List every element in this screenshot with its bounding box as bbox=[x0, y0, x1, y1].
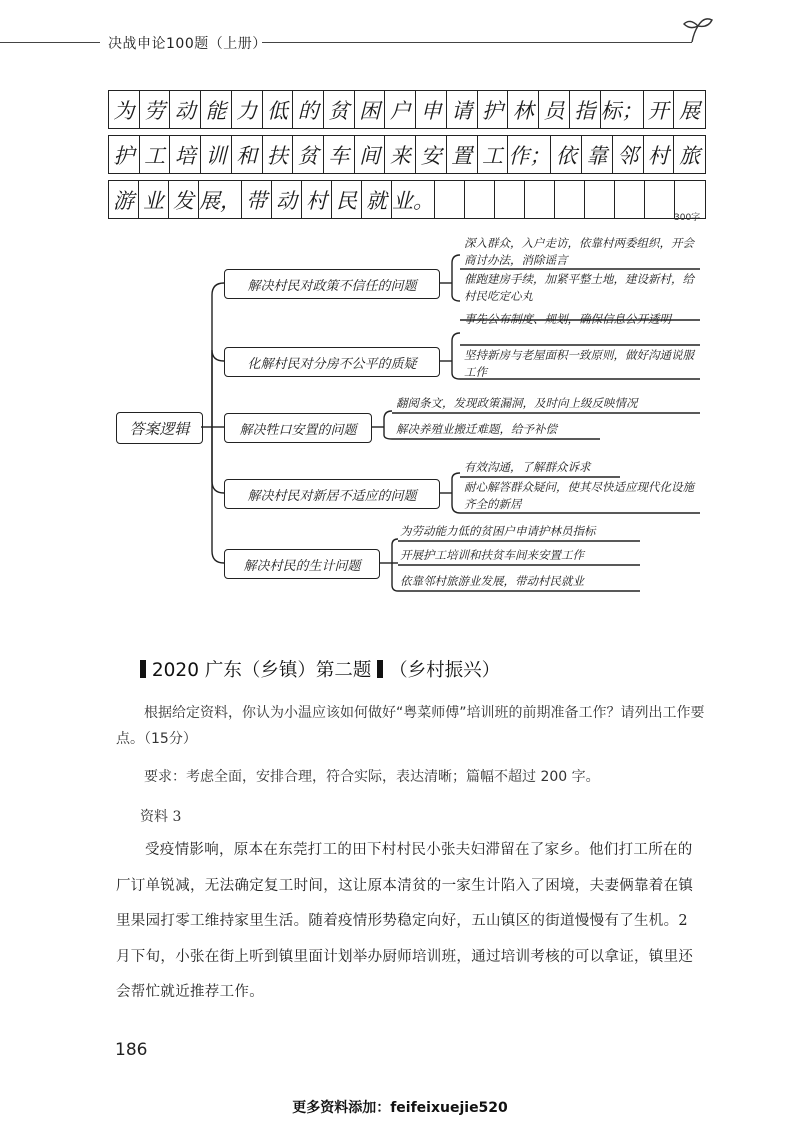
grid-cell: 发 bbox=[169, 181, 199, 218]
grid-cell: 展， bbox=[199, 181, 242, 218]
grid-cell: 员 bbox=[539, 91, 570, 128]
grid-cell: 工 bbox=[478, 136, 509, 173]
grid-cell: 村 bbox=[644, 136, 675, 173]
answer-grid-row-1 bbox=[108, 90, 706, 129]
answer-grid-row-3 bbox=[108, 180, 706, 219]
grid-cell: 展 bbox=[679, 98, 701, 123]
grid-cell: 置 bbox=[447, 136, 478, 173]
requirement-text: 要求：考虑全面，安排合理，符合实际，表达清晰；篇幅不超过 200 字。 bbox=[144, 769, 600, 785]
footer-note bbox=[0, 1097, 800, 1117]
grid-cell: 力 bbox=[232, 91, 263, 128]
grid-cell: 护 bbox=[478, 91, 509, 128]
grid-cell: 就 bbox=[362, 181, 392, 218]
header-rule-right bbox=[262, 42, 692, 43]
mindmap-leaf-3-1: 翻阅条文，发现政策漏洞，及时向上级反映情况 bbox=[396, 396, 638, 410]
grid-cell: 业。 bbox=[392, 181, 435, 218]
book-title: 决战申论100题（上册） bbox=[108, 36, 267, 52]
mindmap-leaf-5-3: 依靠邻村旅游业发展，带动村民就业 bbox=[400, 574, 584, 588]
grid-cell: 靠 bbox=[582, 136, 613, 173]
grid-cell: 护 bbox=[109, 136, 140, 173]
grid-cell: 的 bbox=[293, 91, 324, 128]
mindmap-branch-5: 解决村民的生计问题 bbox=[224, 549, 380, 579]
grid-cell: 邻 bbox=[613, 136, 644, 173]
grid-cell bbox=[465, 181, 495, 218]
grid-cell: 户 bbox=[385, 91, 416, 128]
grid-cell: 开 bbox=[644, 91, 675, 128]
grid-cell: 培 bbox=[170, 136, 201, 173]
grid-cell: 游 bbox=[109, 181, 139, 218]
grid-cell bbox=[495, 181, 525, 218]
grid-cell bbox=[645, 181, 675, 218]
section-title-topic: （乡村振兴） bbox=[389, 660, 501, 681]
page-number: 186 bbox=[115, 1040, 148, 1060]
footer-label: 更多资料添加： bbox=[292, 1100, 391, 1116]
grid-cell: 间 bbox=[355, 136, 386, 173]
material-text: 受疫情影响，原本在东莞打工的田下村村民小张夫妇滞留在了家乡。他们打工所在的厂订单锐减，无法确定复工时间，这让原本清贫的一家生计陷入了困境，夫妻俩靠着在镇里果园打零工维持家里生活。随着疫情形势稳定向好，五山镇区的街道慢慢有了生机。2 月下旬，小张在街上听到镇里面计划举办厨师培训班，通过培训考核的可以拿证，镇里还会帮忙就近推荐工作。 bbox=[116, 842, 694, 1000]
answer-logic-mindmap bbox=[0, 225, 800, 615]
grid-cell: 困 bbox=[355, 91, 386, 128]
grid-cell: 作； bbox=[508, 136, 551, 173]
grid-cell: 安 bbox=[416, 136, 447, 173]
mindmap-leaf-1-2: 催跑建房手续，加紧平整土地，建设新村，给村民吃定心丸 bbox=[464, 272, 694, 303]
grid-cell: 训 bbox=[201, 136, 232, 173]
sprout-icon bbox=[680, 14, 720, 46]
mindmap-leaf-4-1: 有效沟通，了解群众诉求 bbox=[464, 460, 591, 474]
grid-cell: 业 bbox=[139, 181, 169, 218]
mindmap-branch-3: 解决牲口安置的问题 bbox=[224, 413, 372, 443]
grid-cell: 动 bbox=[170, 91, 201, 128]
grid-cell: 能 bbox=[201, 91, 232, 128]
header-rule-left bbox=[0, 42, 100, 43]
answer-grid-row-2 bbox=[108, 135, 706, 174]
mindmap-leaf-5-2: 开展护工培训和扶贫车间来安置工作 bbox=[400, 548, 584, 562]
grid-cell: 民 bbox=[332, 181, 362, 218]
word-count: 300字 bbox=[674, 213, 701, 223]
grid-cell: 和 bbox=[232, 136, 263, 173]
grid-cell: 带 bbox=[242, 181, 272, 218]
grid-cell: 扶 bbox=[263, 136, 294, 173]
footer-contact: feifeixuejie520 bbox=[390, 1100, 508, 1116]
mindmap-leaf-4-2: 耐心解答群众疑问，使其尽快适应现代化设施齐全的新居 bbox=[464, 480, 694, 511]
grid-cell: 申 bbox=[416, 91, 447, 128]
mindmap-leaf-2-2: 坚持新房与老屋面积一致原则，做好沟通说服工作 bbox=[464, 348, 694, 379]
mindmap-branch-4: 解决村民对新居不适应的问题 bbox=[224, 479, 440, 509]
title-bar-left bbox=[140, 660, 146, 678]
grid-cell: 来 bbox=[385, 136, 416, 173]
mindmap-branch-1: 解决村民对政策不信任的问题 bbox=[224, 269, 440, 299]
grid-cell bbox=[525, 181, 555, 218]
grid-cell: 请 bbox=[447, 91, 478, 128]
mindmap-branch-2: 化解村民对分房不公平的质疑 bbox=[224, 347, 440, 377]
grid-cell: 车 bbox=[324, 136, 355, 173]
grid-cell: 低 bbox=[263, 91, 294, 128]
grid-cell bbox=[555, 181, 585, 218]
grid-cell: 村 bbox=[302, 181, 332, 218]
question-text: 根据给定资料，你认为小温应该如何做好“粤菜师傅”培训班的前期准备工作？请列出工作要点。（15分） bbox=[116, 705, 705, 747]
grid-cell: 旅 bbox=[679, 143, 701, 168]
section-title bbox=[140, 656, 500, 682]
mindmap-leaf-1-1: 深入群众，入户走访，依靠村两委组织，开会商讨办法，消除谣言 bbox=[464, 236, 694, 267]
grid-cell: 为 bbox=[109, 91, 140, 128]
mindmap-leaf-5-1: 为劳动能力低的贫困户申请护林员指标 bbox=[400, 524, 596, 538]
grid-cell: 指 bbox=[570, 91, 601, 128]
grid-cell: 工 bbox=[140, 136, 171, 173]
grid-cell bbox=[585, 181, 615, 218]
section-title-main: 2020 广东（乡镇）第二题 bbox=[151, 660, 372, 681]
material-label: 资料 3 bbox=[140, 809, 182, 825]
grid-cell: 劳 bbox=[140, 91, 171, 128]
grid-cell bbox=[435, 181, 465, 218]
grid-cell: 依 bbox=[551, 136, 582, 173]
grid-cell: 动 bbox=[272, 181, 302, 218]
grid-cell: 贫 bbox=[324, 91, 355, 128]
grid-cell: 贫 bbox=[293, 136, 324, 173]
grid-cell: 标； bbox=[601, 91, 644, 128]
grid-cell: 林 bbox=[508, 91, 539, 128]
mindmap-root: 答案逻辑 bbox=[116, 412, 203, 444]
title-bar-right bbox=[377, 660, 383, 678]
mindmap-leaf-2-1: 事先公布制度、规划，确保信息公开透明 bbox=[464, 312, 671, 326]
mindmap-leaf-3-2: 解决养殖业搬迁难题，给予补偿 bbox=[396, 422, 557, 436]
grid-cell bbox=[615, 181, 645, 218]
